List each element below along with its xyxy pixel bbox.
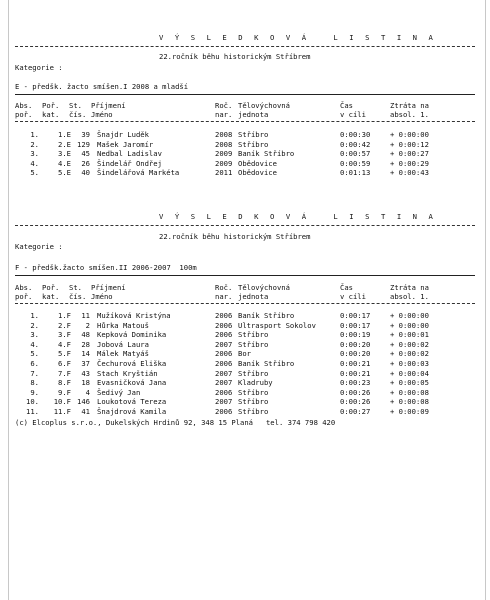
cell-athlete: Málek Matyáš [97, 349, 149, 359]
table-header [9, 283, 487, 301]
cell-rank-cat: 11.F [53, 407, 71, 416]
cell-birth-year: 2008 [215, 130, 233, 139]
col-time-header: Čas [340, 101, 353, 110]
dashed-separator [15, 46, 475, 47]
cell-athlete: Šnajdr Luděk [97, 130, 149, 139]
race-name: 22.ročník běhu historickým Stříbrem [159, 232, 311, 241]
cell-club: Ultrasport Sokolov [238, 320, 316, 330]
cell-time: 0:00:57 [340, 149, 371, 159]
cell-bib: 41 [81, 407, 90, 416]
cell-birth-year: 2007 [215, 339, 233, 349]
cell-rank-cat: 1.F [58, 311, 71, 320]
cell-club: Stříbro [238, 139, 269, 149]
col-bib-header: St. [69, 101, 82, 110]
race-name: 22.ročník běhu historickým Stříbrem [159, 52, 311, 61]
cell-athlete: Hůrka Matouš [97, 320, 149, 330]
cell-athlete: Čechurová Eliška [97, 359, 167, 368]
cell-rank-abs: 10. [26, 397, 39, 407]
table-row [9, 359, 487, 368]
col-abs-header: Abs. [15, 101, 33, 110]
cell-rank-abs: 2. [30, 320, 39, 330]
col-year-header: Roč. [215, 101, 233, 110]
cell-club: Obědovice [238, 158, 277, 168]
cell-rank-cat: 3.E [58, 149, 71, 159]
cell-club: Stříbro [238, 407, 269, 416]
cell-bib: 37 [81, 359, 90, 368]
cell-athlete: Nedbal Ladislav [97, 149, 162, 159]
cell-gap: + 0:00:01 [390, 330, 429, 340]
cell-time: 0:00:17 [340, 320, 371, 330]
col-gap-subheader: absol. 1. [390, 110, 429, 119]
footer-credits: (c) Elcoplus s.r.o., Dukelských Hrdinů 92, 348 15 Planá tel. 374 798 420 [15, 418, 336, 427]
col-name-subheader: Jméno [91, 292, 113, 301]
cell-time: 0:00:26 [340, 397, 371, 407]
cell-rank-cat: 8.F [58, 378, 71, 388]
cell-athlete: Evasničková Jana [97, 378, 167, 388]
col-club-header: Tělovýchovná [238, 101, 290, 110]
cell-rank-cat: 2.E [58, 139, 71, 149]
cell-bib: 11 [81, 311, 90, 320]
section-title: V Ý S L E D K O V Á L I S T I N A [159, 212, 437, 221]
col-gap-header: Ztráta na [390, 101, 429, 110]
table-row [9, 330, 487, 339]
category-name: E - předšk. žacto smíšen.I 2008 a mladší [15, 82, 189, 91]
cell-time: 0:00:59 [340, 158, 371, 168]
cell-birth-year: 2006 [215, 349, 233, 359]
cell-rank-cat: 5.F [58, 349, 71, 359]
table-row [9, 388, 487, 397]
results-page [8, 0, 486, 600]
cell-club: Bor [238, 349, 251, 359]
col-kat-header: Poř. [42, 283, 60, 292]
cell-club: Obědovice [238, 168, 277, 178]
cell-club: Baník Stříbro [238, 311, 295, 320]
cell-time: 0:00:19 [340, 330, 371, 340]
cell-time: 0:00:27 [340, 407, 371, 416]
col-club-subheader: jednota [238, 292, 269, 301]
cell-gap: + 0:00:08 [390, 397, 429, 407]
cell-rank-abs: 1. [30, 311, 39, 320]
cell-gap: + 0:00:00 [390, 320, 429, 330]
category-rule [15, 275, 475, 276]
table-row [9, 159, 487, 168]
cell-time: 0:00:42 [340, 139, 371, 149]
cell-rank-abs: 3. [30, 330, 39, 340]
cell-club: Stříbro [238, 330, 269, 340]
col-gap-subheader: absol. 1. [390, 292, 429, 301]
cell-birth-year: 2006 [215, 407, 233, 416]
cell-athlete: Šindelářová Markéta [97, 168, 180, 178]
cell-gap: + 0:00:02 [390, 349, 429, 359]
cell-rank-abs: 9. [30, 387, 39, 397]
cell-club: Stříbro [238, 130, 269, 139]
col-kat-subheader: kat. [42, 110, 60, 119]
cell-club: Kladruby [238, 378, 273, 388]
cell-athlete: Loukotová Tereza [97, 397, 167, 407]
cell-birth-year: 2007 [215, 368, 233, 378]
col-time-subheader: v cíli [340, 292, 366, 301]
cell-club: Baník Stříbro [238, 359, 295, 368]
cell-birth-year: 2011 [215, 168, 233, 178]
col-time-subheader: v cíli [340, 110, 366, 119]
col-abs-header: Abs. [15, 283, 33, 292]
cell-bib: 2 [85, 320, 90, 330]
cell-birth-year: 2006 [215, 311, 233, 320]
col-bib-subheader: čís. [69, 292, 87, 301]
cell-rank-abs: 4. [30, 339, 39, 349]
cell-birth-year: 2006 [215, 320, 233, 330]
cell-rank-abs: 6. [30, 359, 39, 368]
cell-birth-year: 2006 [215, 387, 233, 397]
cell-athlete: Šedivý Jan [97, 387, 141, 397]
col-time-header: Čas [340, 283, 353, 292]
col-club-subheader: jednota [238, 110, 269, 119]
cell-birth-year: 2009 [215, 158, 233, 168]
col-year-header: Roč. [215, 283, 233, 292]
cell-birth-year: 2009 [215, 149, 233, 159]
cell-rank-cat: 6.F [58, 359, 71, 368]
table-row [9, 407, 487, 416]
cell-bib: 4 [85, 387, 90, 397]
cell-rank-cat: 1.E [58, 130, 71, 139]
cell-club: Stříbro [238, 339, 269, 349]
cell-birth-year: 2006 [215, 359, 233, 368]
cell-athlete: Stach Kryštián [97, 368, 158, 378]
cell-bib: 43 [81, 368, 90, 378]
cell-bib: 129 [77, 139, 90, 149]
category-rule [15, 94, 475, 95]
cell-gap: + 0:00:43 [390, 168, 429, 178]
table-row [9, 369, 487, 378]
cell-gap: + 0:00:29 [390, 158, 429, 168]
col-abs-subheader: poř. [15, 110, 33, 119]
cell-time: 0:00:21 [340, 359, 371, 368]
table-row [9, 149, 487, 158]
dashed-separator [15, 225, 475, 226]
cell-bib: 39 [81, 130, 90, 139]
col-abs-subheader: poř. [15, 292, 33, 301]
col-year-subheader: nar. [215, 292, 233, 301]
category-label: Kategorie : [15, 242, 63, 251]
cell-gap: + 0:00:00 [390, 130, 429, 139]
table-row [9, 130, 487, 139]
cell-athlete: Kepková Dominika [97, 330, 167, 340]
header-separator [15, 303, 475, 304]
cell-time: 0:01:13 [340, 168, 371, 178]
cell-bib: 14 [81, 349, 90, 359]
cell-rank-cat: 5.E [58, 168, 71, 178]
cell-time: 0:00:17 [340, 311, 371, 320]
cell-time: 0:00:20 [340, 349, 371, 359]
category-name: F - předšk.žacto smíšen.II 2006-2007 100m [15, 263, 197, 272]
cell-bib: 48 [81, 330, 90, 340]
table-row [9, 340, 487, 349]
cell-athlete: Šindelář Ondřej [97, 158, 162, 168]
section-title: V Ý S L E D K O V Á L I S T I N A [159, 33, 437, 42]
table-row [9, 311, 487, 320]
cell-rank-abs: 1. [30, 130, 39, 139]
cell-gap: + 0:00:12 [390, 139, 429, 149]
cell-athlete: Mašek Jaromír [97, 139, 154, 149]
cell-rank-abs: 3. [30, 149, 39, 159]
cell-rank-cat: 4.E [58, 158, 71, 168]
cell-birth-year: 2007 [215, 397, 233, 407]
cell-rank-cat: 7.F [58, 368, 71, 378]
col-club-header: Tělovýchovná [238, 283, 290, 292]
cell-bib: 146 [77, 397, 90, 407]
col-kat-subheader: kat. [42, 292, 60, 301]
cell-time: 0:00:30 [340, 130, 371, 139]
cell-rank-abs: 11. [26, 407, 39, 416]
cell-club: Stříbro [238, 387, 269, 397]
table-row [9, 397, 487, 406]
table-row [9, 168, 487, 177]
cell-gap: + 0:00:08 [390, 387, 429, 397]
col-gap-header: Ztráta na [390, 283, 429, 292]
cell-rank-cat: 4.F [58, 339, 71, 349]
cell-birth-year: 2006 [215, 330, 233, 340]
cell-gap: + 0:00:00 [390, 311, 429, 320]
col-name-subheader: Jméno [91, 110, 113, 119]
cell-rank-cat: 10.F [53, 397, 71, 407]
cell-rank-abs: 5. [30, 168, 39, 178]
col-kat-header: Poř. [42, 101, 60, 110]
cell-rank-abs: 4. [30, 158, 39, 168]
table-row [9, 378, 487, 387]
cell-time: 0:00:20 [340, 339, 371, 349]
cell-gap: + 0:00:02 [390, 339, 429, 349]
cell-athlete: Jobová Laura [97, 339, 149, 349]
cell-time: 0:00:21 [340, 368, 371, 378]
cell-rank-cat: 9.F [58, 387, 71, 397]
cell-gap: + 0:00:09 [390, 407, 429, 416]
cell-birth-year: 2007 [215, 378, 233, 388]
col-bib-subheader: čís. [69, 110, 87, 119]
table-header [9, 101, 487, 119]
cell-bib: 28 [81, 339, 90, 349]
cell-gap: + 0:00:27 [390, 149, 429, 159]
cell-bib: 26 [81, 158, 90, 168]
cell-rank-cat: 3.F [58, 330, 71, 340]
cell-club: Baník Stříbro [238, 149, 295, 159]
cell-gap: + 0:00:03 [390, 359, 429, 368]
cell-bib: 40 [81, 168, 90, 178]
cell-rank-abs: 8. [30, 378, 39, 388]
col-bib-header: St. [69, 283, 82, 292]
cell-club: Stříbro [238, 368, 269, 378]
col-name-header: Příjmení [91, 283, 126, 292]
cell-gap: + 0:00:05 [390, 378, 429, 388]
cell-athlete: Šnajdrová Kamila [97, 407, 167, 416]
header-separator [15, 121, 475, 122]
cell-time: 0:00:23 [340, 378, 371, 388]
cell-bib: 45 [81, 149, 90, 159]
category-label: Kategorie : [15, 63, 63, 72]
cell-rank-cat: 2.F [58, 320, 71, 330]
cell-rank-abs: 2. [30, 139, 39, 149]
cell-birth-year: 2008 [215, 139, 233, 149]
cell-rank-abs: 7. [30, 368, 39, 378]
table-row [9, 349, 487, 358]
col-name-header: Příjmení [91, 101, 126, 110]
cell-bib: 18 [81, 378, 90, 388]
cell-time: 0:00:26 [340, 387, 371, 397]
col-year-subheader: nar. [215, 110, 233, 119]
table-row [9, 140, 487, 149]
cell-athlete: Mužíková Kristýna [97, 311, 171, 320]
cell-rank-abs: 5. [30, 349, 39, 359]
cell-club: Stříbro [238, 397, 269, 407]
table-row [9, 321, 487, 330]
cell-gap: + 0:00:04 [390, 368, 429, 378]
